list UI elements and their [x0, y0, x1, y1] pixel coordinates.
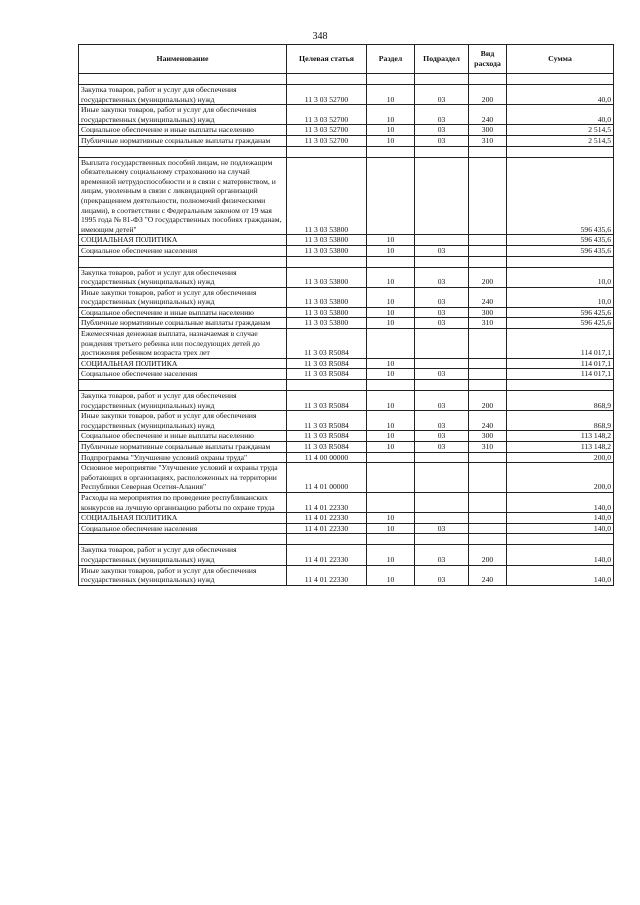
cell-kind: 310	[469, 442, 507, 453]
cell-subsection: 03	[415, 267, 469, 287]
cell-section	[367, 157, 415, 235]
cell-code: 11 3 03 52700	[287, 135, 367, 146]
table-row	[79, 74, 614, 85]
table-row	[79, 523, 614, 534]
cell-subsection	[415, 463, 469, 493]
cell-code: 11 4 01 22330	[287, 492, 367, 512]
header-kind: Вид расхода	[469, 45, 507, 74]
cell-sum: 596 435,6	[507, 245, 614, 256]
cell-name: Закупка товаров, работ и услуг для обеспечения государственных (муниципальных) нужд	[79, 391, 287, 411]
cell-name: Социальное обеспечение и иные выплаты населению	[79, 307, 287, 318]
cell-section: 10	[367, 442, 415, 453]
cell-subsection: 03	[415, 523, 469, 534]
cell-subsection	[415, 256, 469, 267]
cell-code: 11 3 03 R5084	[287, 431, 367, 442]
cell-name: Подпрограмма "Улучшение условий охраны труда"	[79, 452, 287, 463]
cell-section	[367, 329, 415, 359]
cell-sum: 114 017,1	[507, 369, 614, 380]
table-row	[79, 245, 614, 256]
cell-subsection: 03	[415, 245, 469, 256]
cell-name: Социальное обеспечение населения	[79, 245, 287, 256]
cell-section: 10	[367, 287, 415, 307]
cell-kind	[469, 329, 507, 359]
cell-code: 11 3 03 R5084	[287, 369, 367, 380]
cell-kind: 200	[469, 545, 507, 565]
cell-sum: 200,0	[507, 452, 614, 463]
cell-code	[287, 380, 367, 391]
cell-subsection: 03	[415, 307, 469, 318]
cell-kind	[469, 256, 507, 267]
cell-sum	[507, 534, 614, 545]
cell-name: Основное мероприятие "Улучшение условий и охраны труда работающих в организациях, расположенных на территории Республики Северная Осетия-Алания"	[79, 463, 287, 493]
cell-name	[79, 74, 287, 85]
cell-subsection: 03	[415, 125, 469, 136]
cell-kind	[469, 492, 507, 512]
cell-section: 10	[367, 125, 415, 136]
header-name: Наименование	[79, 45, 287, 74]
cell-name: СОЦИАЛЬНАЯ ПОЛИТИКА	[79, 358, 287, 369]
cell-subsection	[415, 534, 469, 545]
cell-code: 11 4 01 22330	[287, 523, 367, 534]
cell-subsection: 03	[415, 565, 469, 585]
cell-code: 11 3 03 53800	[287, 245, 367, 256]
cell-kind: 200	[469, 267, 507, 287]
cell-sum	[507, 146, 614, 157]
cell-name: Ежемесячная денежная выплата, назначаемая в случае рождения третьего ребенка или последующих детей до достижения ребенком возраста трех лет	[79, 329, 287, 359]
cell-code: 11 3 03 R5084	[287, 358, 367, 369]
table-row	[79, 125, 614, 136]
cell-code: 11 4 01 22330	[287, 513, 367, 524]
cell-code: 11 4 01 00000	[287, 463, 367, 493]
cell-subsection: 03	[415, 431, 469, 442]
cell-subsection: 03	[415, 442, 469, 453]
cell-kind	[469, 358, 507, 369]
cell-section	[367, 380, 415, 391]
cell-sum: 114 017,1	[507, 358, 614, 369]
cell-section: 10	[367, 369, 415, 380]
cell-subsection	[415, 358, 469, 369]
cell-code: 11 3 03 53800	[287, 307, 367, 318]
cell-section: 10	[367, 411, 415, 431]
cell-section	[367, 256, 415, 267]
table-row	[79, 513, 614, 524]
cell-subsection: 03	[415, 369, 469, 380]
cell-code: 11 3 03 R5084	[287, 442, 367, 453]
cell-name: Иные закупки товаров, работ и услуг для обеспечения государственных (муниципальных) нужд	[79, 105, 287, 125]
cell-subsection	[415, 74, 469, 85]
cell-sum: 40,0	[507, 105, 614, 125]
cell-code: 11 3 03 R5084	[287, 411, 367, 431]
cell-sum: 596 435,6	[507, 157, 614, 235]
cell-sum: 140,0	[507, 513, 614, 524]
cell-sum: 40,0	[507, 85, 614, 105]
cell-sum: 596 425,6	[507, 307, 614, 318]
cell-name: Иные закупки товаров, работ и услуг для обеспечения государственных (муниципальных) нужд	[79, 411, 287, 431]
cell-code: 11 4 01 22330	[287, 545, 367, 565]
cell-code: 11 4 01 22330	[287, 565, 367, 585]
cell-kind	[469, 463, 507, 493]
cell-code: 11 3 03 52700	[287, 85, 367, 105]
cell-sum: 114 017,1	[507, 329, 614, 359]
cell-code: 11 3 03 52700	[287, 105, 367, 125]
cell-subsection	[415, 157, 469, 235]
table-row	[79, 565, 614, 585]
cell-section: 10	[367, 523, 415, 534]
cell-section: 10	[367, 307, 415, 318]
table-row	[79, 267, 614, 287]
cell-code	[287, 74, 367, 85]
table-row	[79, 431, 614, 442]
cell-kind: 240	[469, 287, 507, 307]
cell-name: Социальное обеспечение населения	[79, 523, 287, 534]
cell-name: Закупка товаров, работ и услуг для обеспечения государственных (муниципальных) нужд	[79, 267, 287, 287]
cell-name: Закупка товаров, работ и услуг для обеспечения государственных (муниципальных) нужд	[79, 85, 287, 105]
table-row	[79, 492, 614, 512]
cell-sum: 10,0	[507, 267, 614, 287]
cell-section: 10	[367, 318, 415, 329]
cell-name: Социальное обеспечение населения	[79, 369, 287, 380]
cell-sum: 10,0	[507, 287, 614, 307]
cell-subsection: 03	[415, 85, 469, 105]
table-row	[79, 287, 614, 307]
cell-kind	[469, 513, 507, 524]
cell-name: Расходы на мероприятия по проведение республиканских конкурсов на лучшую организацию работы по охране труда	[79, 492, 287, 512]
cell-subsection: 03	[415, 287, 469, 307]
table-row	[79, 307, 614, 318]
cell-section	[367, 146, 415, 157]
cell-sum: 868,9	[507, 391, 614, 411]
cell-section: 10	[367, 135, 415, 146]
cell-section: 10	[367, 513, 415, 524]
table-row	[79, 358, 614, 369]
cell-sum: 140,0	[507, 492, 614, 512]
cell-sum	[507, 256, 614, 267]
cell-kind: 300	[469, 431, 507, 442]
cell-kind	[469, 157, 507, 235]
cell-sum	[507, 380, 614, 391]
cell-sum: 868,9	[507, 411, 614, 431]
table-row	[79, 256, 614, 267]
cell-subsection	[415, 452, 469, 463]
cell-section	[367, 452, 415, 463]
cell-code: 11 3 03 52700	[287, 125, 367, 136]
cell-section: 10	[367, 545, 415, 565]
cell-subsection: 03	[415, 135, 469, 146]
header-row	[79, 45, 614, 74]
cell-kind	[469, 380, 507, 391]
cell-name: Публичные нормативные социальные выплаты гражданам	[79, 442, 287, 453]
table-row	[79, 135, 614, 146]
cell-name: СОЦИАЛЬНАЯ ПОЛИТИКА	[79, 235, 287, 246]
cell-section: 10	[367, 235, 415, 246]
cell-code: 11 3 03 53800	[287, 157, 367, 235]
table-row	[79, 463, 614, 493]
cell-section: 10	[367, 105, 415, 125]
cell-name	[79, 256, 287, 267]
cell-subsection	[415, 146, 469, 157]
cell-kind	[469, 235, 507, 246]
header-sum: Сумма	[507, 45, 614, 74]
cell-sum: 140,0	[507, 545, 614, 565]
cell-code: 11 4 00 00000	[287, 452, 367, 463]
table-row	[79, 318, 614, 329]
table-row	[79, 146, 614, 157]
table-row	[79, 235, 614, 246]
header-section: Раздел	[367, 45, 415, 74]
cell-code: 11 3 03 53800	[287, 318, 367, 329]
table-row	[79, 452, 614, 463]
cell-name: Иные закупки товаров, работ и услуг для обеспечения государственных (муниципальных) нужд	[79, 565, 287, 585]
cell-sum: 113 148,2	[507, 431, 614, 442]
cell-kind: 200	[469, 85, 507, 105]
table-row	[79, 157, 614, 235]
cell-name	[79, 146, 287, 157]
cell-kind: 300	[469, 125, 507, 136]
table-row	[79, 545, 614, 565]
cell-kind	[469, 74, 507, 85]
cell-code: 11 3 03 53800	[287, 267, 367, 287]
table-row	[79, 380, 614, 391]
table-row	[79, 105, 614, 125]
table-row	[79, 329, 614, 359]
cell-kind	[469, 369, 507, 380]
header-subsection: Подраздел	[415, 45, 469, 74]
budget-table	[78, 44, 614, 586]
cell-kind	[469, 523, 507, 534]
cell-subsection: 03	[415, 105, 469, 125]
cell-subsection	[415, 235, 469, 246]
cell-name: СОЦИАЛЬНАЯ ПОЛИТИКА	[79, 513, 287, 524]
cell-subsection: 03	[415, 391, 469, 411]
table-row	[79, 391, 614, 411]
cell-name: Публичные нормативные социальные выплаты гражданам	[79, 135, 287, 146]
cell-section	[367, 463, 415, 493]
table-row	[79, 85, 614, 105]
cell-section	[367, 492, 415, 512]
cell-kind	[469, 534, 507, 545]
cell-section: 10	[367, 431, 415, 442]
cell-kind: 240	[469, 565, 507, 585]
cell-section: 10	[367, 391, 415, 411]
table-row	[79, 411, 614, 431]
cell-code: 11 3 03 53800	[287, 287, 367, 307]
cell-name: Социальное обеспечение и иные выплаты населению	[79, 431, 287, 442]
cell-section	[367, 534, 415, 545]
cell-section: 10	[367, 85, 415, 105]
cell-section: 10	[367, 245, 415, 256]
cell-name: Социальное обеспечение и иные выплаты населению	[79, 125, 287, 136]
cell-subsection	[415, 492, 469, 512]
cell-sum: 596 425,6	[507, 318, 614, 329]
cell-code: 11 3 03 R5084	[287, 391, 367, 411]
cell-kind: 240	[469, 411, 507, 431]
cell-code	[287, 534, 367, 545]
cell-name: Публичные нормативные социальные выплаты гражданам	[79, 318, 287, 329]
cell-section: 10	[367, 565, 415, 585]
page-number: 348	[312, 31, 328, 42]
cell-kind: 310	[469, 318, 507, 329]
cell-name: Выплата государственных пособий лицам, не подлежащим обязательному социальному страхованию на случай временной нетрудоспособности и в связи с материнством, и лицам, уволенным в связи с ликвидацией организаций (прекращением деятельности, полномочий физическими лицами), в соответствии с Федеральным законом от 19 мая 1995 года № 81-ФЗ "О государственных пособиях гражданам, имеющим детей"	[79, 157, 287, 235]
cell-sum: 596 435,6	[507, 235, 614, 246]
cell-kind	[469, 146, 507, 157]
cell-subsection	[415, 513, 469, 524]
cell-kind: 310	[469, 135, 507, 146]
cell-section	[367, 74, 415, 85]
cell-subsection: 03	[415, 545, 469, 565]
cell-sum: 140,0	[507, 523, 614, 534]
table-body	[79, 74, 614, 586]
cell-name	[79, 380, 287, 391]
cell-subsection	[415, 380, 469, 391]
table-row	[79, 442, 614, 453]
cell-subsection	[415, 329, 469, 359]
cell-code	[287, 146, 367, 157]
header-code: Целевая статья	[287, 45, 367, 74]
cell-kind	[469, 452, 507, 463]
cell-sum: 140,0	[507, 565, 614, 585]
cell-kind: 300	[469, 307, 507, 318]
cell-subsection: 03	[415, 318, 469, 329]
cell-sum: 113 148,2	[507, 442, 614, 453]
cell-code: 11 3 03 53800	[287, 235, 367, 246]
cell-sum	[507, 74, 614, 85]
table-row	[79, 534, 614, 545]
cell-subsection: 03	[415, 411, 469, 431]
cell-section: 10	[367, 358, 415, 369]
cell-kind: 240	[469, 105, 507, 125]
cell-section: 10	[367, 267, 415, 287]
cell-kind: 200	[469, 391, 507, 411]
cell-sum: 200,0	[507, 463, 614, 493]
cell-name	[79, 534, 287, 545]
cell-kind	[469, 245, 507, 256]
cell-sum: 2 514,5	[507, 125, 614, 136]
cell-name: Иные закупки товаров, работ и услуг для обеспечения государственных (муниципальных) нужд	[79, 287, 287, 307]
cell-code	[287, 256, 367, 267]
table-row	[79, 369, 614, 380]
cell-sum: 2 514,5	[507, 135, 614, 146]
cell-name: Закупка товаров, работ и услуг для обеспечения государственных (муниципальных) нужд	[79, 545, 287, 565]
cell-code: 11 3 03 R5084	[287, 329, 367, 359]
